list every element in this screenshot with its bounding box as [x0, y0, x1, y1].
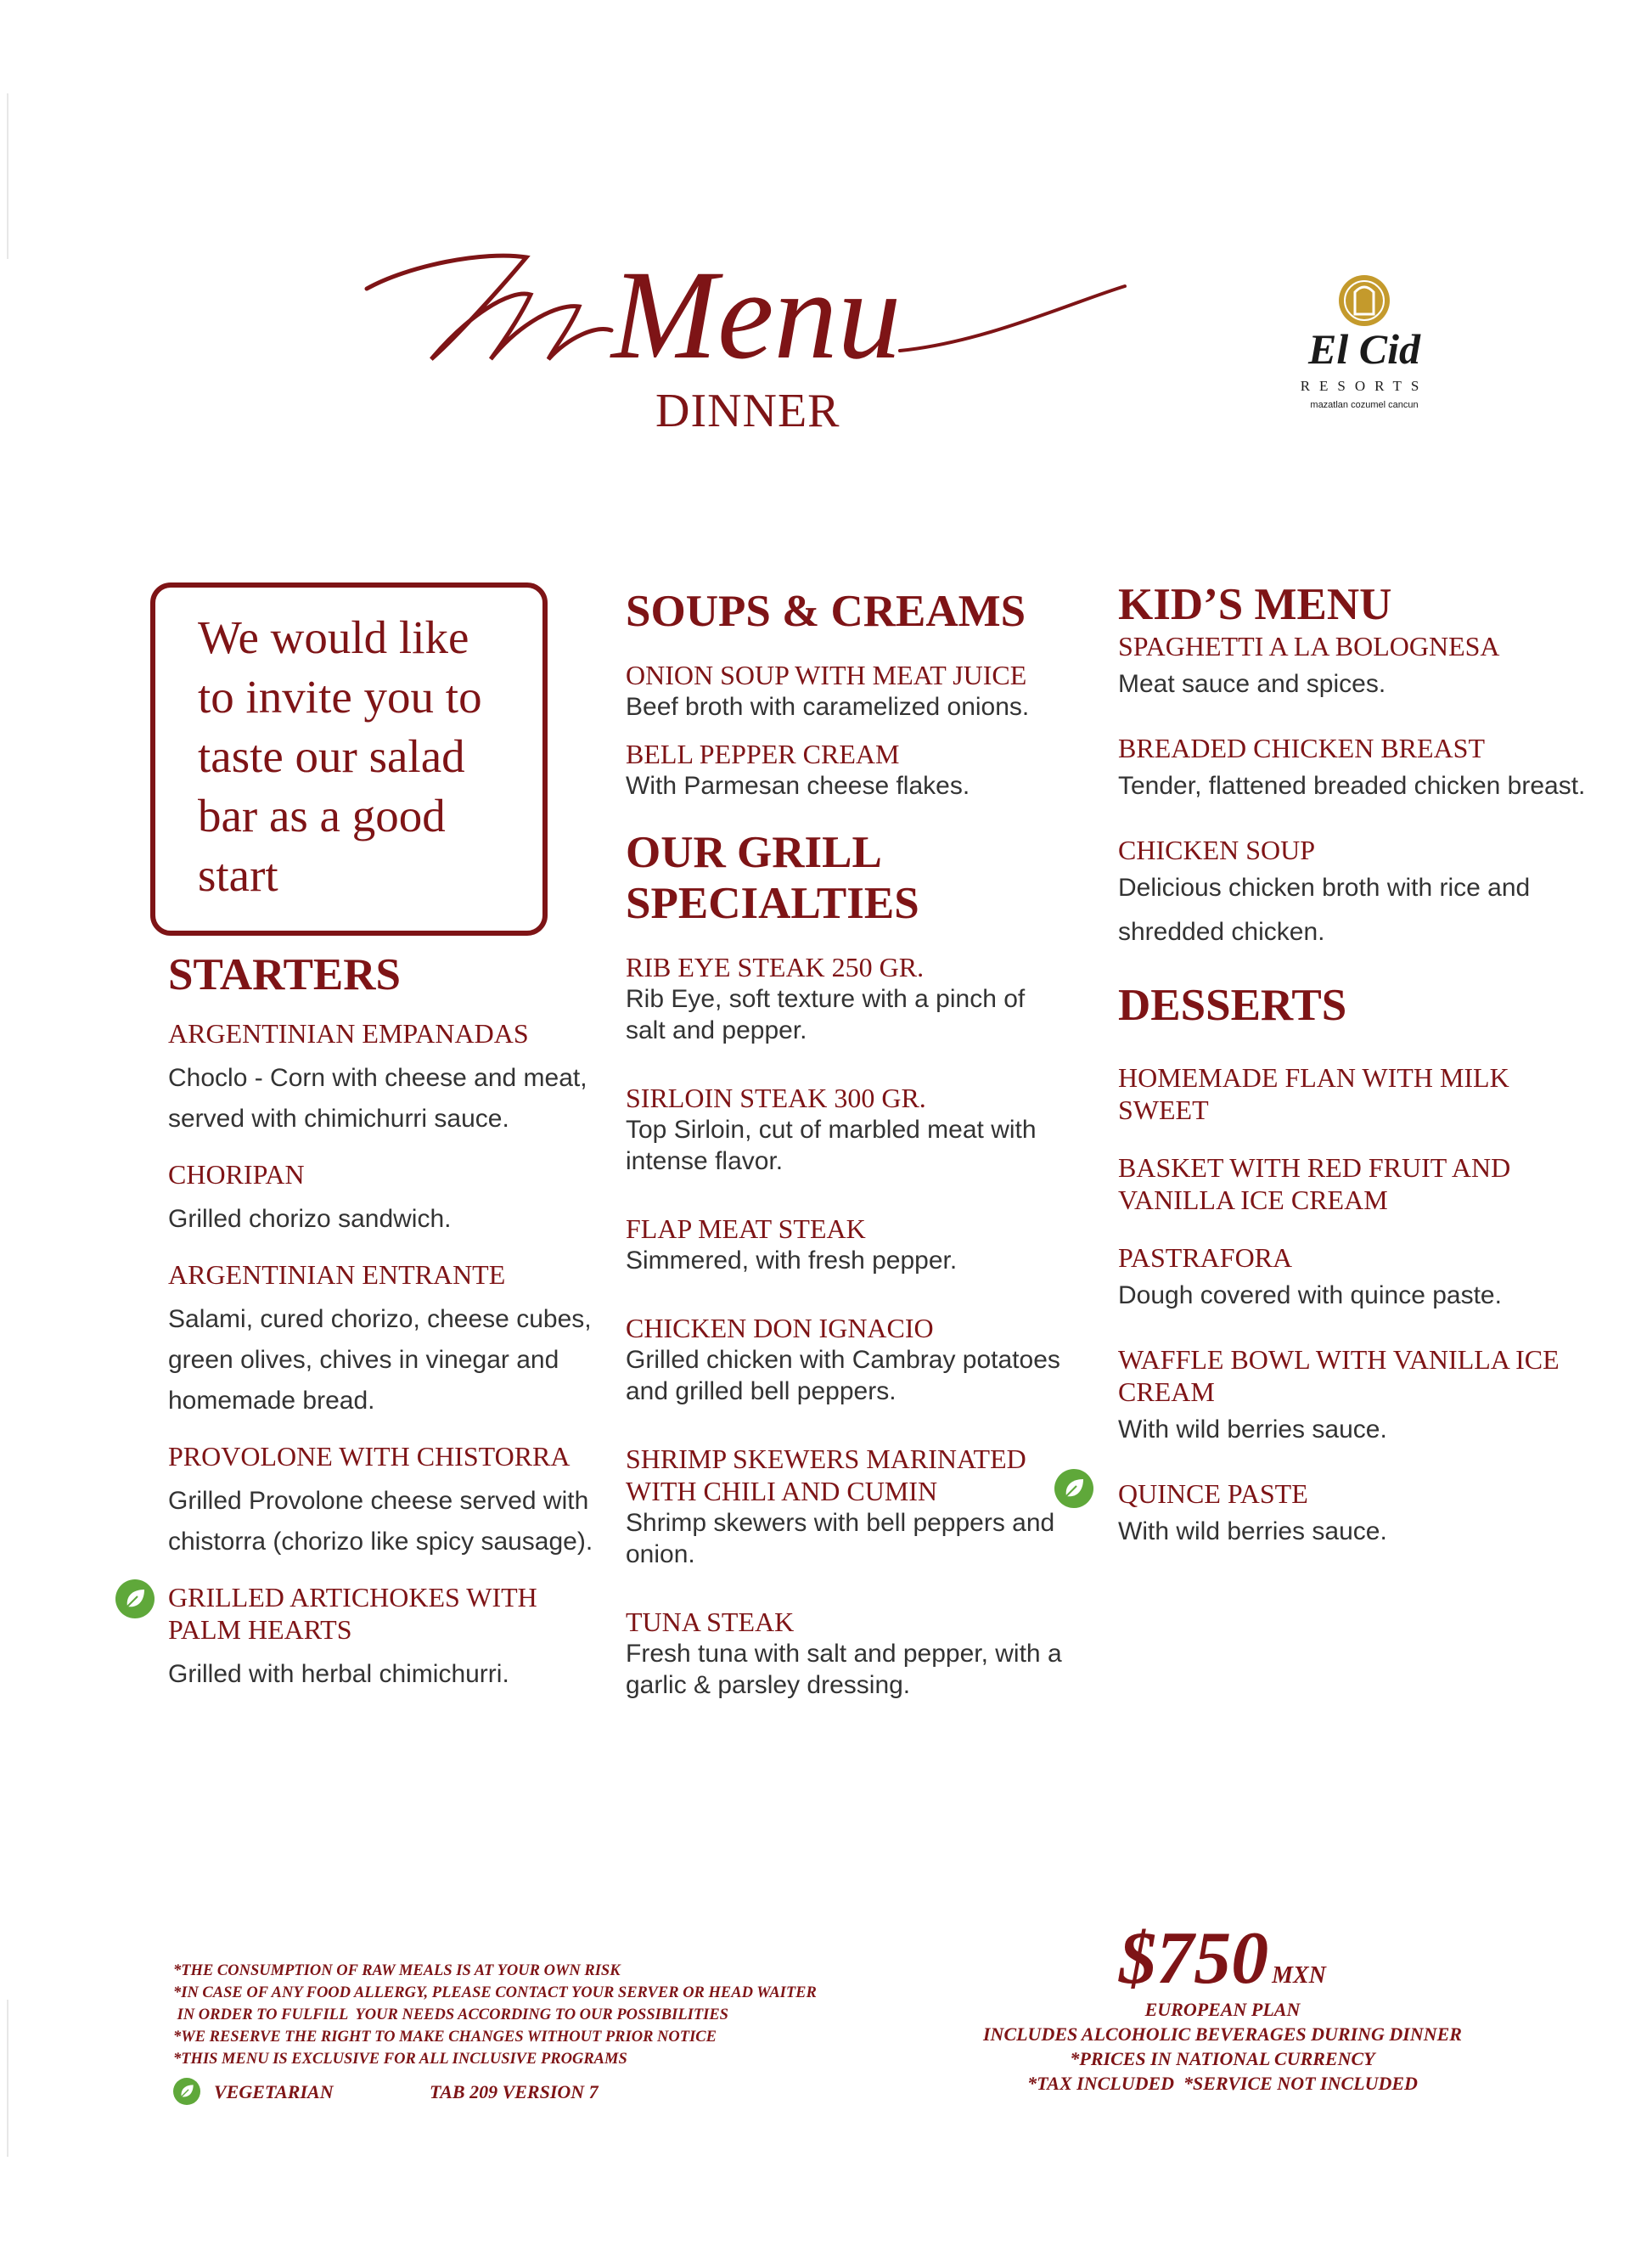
- kids-and-desserts-section: [1118, 579, 1593, 1579]
- item-name: CHICKEN SOUP: [1118, 835, 1316, 865]
- price-currency: MXN: [1272, 1962, 1326, 1989]
- invite-line: bar as a good: [198, 790, 446, 841]
- item-name: TUNA STEAK: [626, 1607, 795, 1637]
- item-name: GRILLED ARTICHOKES WITH PALM HEARTS: [168, 1582, 537, 1645]
- item-description: Grilled with herbal chimichurri.: [168, 1660, 509, 1688]
- price-row: [925, 1917, 1520, 2000]
- item-name: BELL PEPPER CREAM: [626, 739, 900, 769]
- menu-item: [1118, 1061, 1593, 1126]
- footer-note: *WE RESERVE THE RIGHT TO MAKE CHANGES WITHOUT PRIOR NOTICE: [173, 2029, 717, 2046]
- page-edge-line-bottom: [7, 2000, 8, 2157]
- item-name: ARGENTINIAN ENTRANTE: [168, 1259, 506, 1290]
- menu-item: [1118, 1151, 1593, 1216]
- section-title-kids: KID’S MENU: [1118, 580, 1392, 629]
- menu-item: [168, 1017, 610, 1140]
- item-description: Beef broth with caramelized onions.: [626, 693, 1030, 721]
- plan-line: INCLUDES ALCOHOLIC BEVERAGES DURING DINNER: [983, 2023, 1462, 2045]
- footer-note: *THIS MENU IS EXCLUSIVE FOR ALL INCLUSIVE PROGRAMS: [173, 2051, 627, 2068]
- item-description: With wild berries sauce.: [1118, 1517, 1387, 1545]
- menu-item: [626, 1082, 1067, 1177]
- item-name: ARGENTINIAN EMPANADAS: [168, 1018, 529, 1049]
- menu-item: [1118, 630, 1593, 706]
- item-name: ONION SOUP WITH MEAT JUICE: [626, 660, 1027, 690]
- menu-item: [168, 1440, 610, 1562]
- menu-item: [626, 1443, 1067, 1570]
- menu-item: [1118, 1343, 1593, 1452]
- price-block: [925, 1917, 1520, 2096]
- logo-locations: mazatlan cozumel cancun: [1310, 400, 1419, 410]
- menu-item-vegetarian: [1118, 1477, 1593, 1554]
- menu-script-title: [357, 242, 1138, 382]
- price-amount: $750: [1119, 1917, 1269, 2000]
- menu-item: [626, 659, 1067, 723]
- footer-note: IN ORDER TO FULFILL YOUR NEEDS ACCORDING TO OUR POSSIBILITIES: [173, 2006, 728, 2023]
- item-name: PROVOLONE WITH CHISTORRA: [168, 1441, 570, 1472]
- item-name: BASKET WITH RED FRUIT AND VANILLA ICE CREAM: [1118, 1152, 1511, 1215]
- section-title-desserts: DESSERTS: [1118, 981, 1347, 1030]
- logo-emblem-graphic: [1284, 272, 1445, 425]
- invite-line: We would like: [198, 611, 469, 663]
- menu-script-text: Menu: [611, 245, 902, 378]
- grill-title-line: SPECIALTIES: [626, 879, 919, 928]
- item-name: HOMEMADE FLAN WITH MILK SWEET: [1118, 1062, 1509, 1125]
- item-description: Fresh tuna with salt and pepper, with a garlic & parsley dressing.: [626, 1640, 1062, 1699]
- logo-name: El Cid: [1308, 325, 1420, 373]
- item-name: WAFFLE BOWL WITH VANILLA ICE CREAM: [1118, 1344, 1560, 1407]
- item-name: SPAGHETTI A LA BOLOGNESA: [1118, 631, 1500, 661]
- invite-line: taste our salad: [198, 730, 465, 782]
- section-title-grill: [626, 827, 1067, 929]
- menu-item: [626, 951, 1067, 1046]
- item-description: Tender, flattened breaded chicken breast.: [1118, 772, 1586, 800]
- vegetarian-label: VEGETARIAN: [214, 2081, 334, 2102]
- item-name: BREADED CHICKEN BREAST: [1118, 733, 1486, 763]
- item-description: Simmered, with fresh pepper.: [626, 1247, 958, 1275]
- item-description: Choclo - Corn with cheese and meat, served with chimichurri sauce.: [168, 1064, 587, 1133]
- menu-item: [626, 1606, 1067, 1701]
- item-description: Rib Eye, soft texture with a pinch of salt and pepper.: [626, 985, 1026, 1044]
- item-name: FLAP MEAT STEAK: [626, 1213, 866, 1244]
- plan-line: EUROPEAN PLAN: [1144, 1999, 1301, 2020]
- menu-item: [168, 1158, 610, 1240]
- leaf-icon: [115, 1579, 155, 1618]
- menu-item: [168, 1258, 610, 1421]
- footer-notes: [173, 1960, 937, 2070]
- salad-bar-invite-box: [150, 582, 548, 936]
- invite-line: start: [198, 849, 278, 901]
- menu-item: [626, 738, 1067, 802]
- plan-line: *PRICES IN NATIONAL CURRENCY: [1070, 2048, 1375, 2069]
- item-description: With Parmesan cheese flakes.: [626, 772, 970, 800]
- item-name: PASTRAFORA: [1118, 1242, 1293, 1273]
- soups-and-grill-section: [626, 586, 1067, 1736]
- item-description: Grilled chicken with Cambray potatoes and grilled bell peppers.: [626, 1346, 1060, 1405]
- item-description: Dough covered with quince paste.: [1118, 1281, 1502, 1309]
- item-name: SHRIMP SKEWERS MARINATED WITH CHILI AND CUMIN: [626, 1444, 1026, 1506]
- menu-item-vegetarian: [168, 1581, 610, 1695]
- item-description: Meat sauce and spices.: [1118, 670, 1386, 698]
- item-description: Grilled Provolone cheese served with chistorra (chorizo like spicy sausage).: [168, 1487, 593, 1556]
- item-description: Delicious chicken broth with rice and shredded chicken.: [1118, 874, 1531, 946]
- item-name: RIB EYE STEAK 250 GR.: [626, 952, 925, 982]
- invite-text: [198, 608, 537, 905]
- starters-section: [168, 949, 610, 1714]
- menu-item: [626, 1213, 1067, 1276]
- item-name: CHORIPAN: [168, 1159, 305, 1190]
- item-name: CHICKEN DON IGNACIO: [626, 1313, 934, 1343]
- section-title-soups: SOUPS & CREAMS: [626, 587, 1026, 636]
- leaf-icon: [1054, 1469, 1093, 1508]
- logo-tagline: RESORTS: [1300, 378, 1429, 394]
- section-title-starters: STARTERS: [168, 950, 402, 999]
- leaf-icon: [173, 2078, 200, 2105]
- script-title-graphic: [357, 242, 1138, 378]
- tab-version: TAB 209 VERSION 7: [430, 2081, 599, 2102]
- item-name: QUINCE PASTE: [1118, 1478, 1308, 1509]
- item-description: Top Sirloin, cut of marbled meat with intense flavor.: [626, 1116, 1037, 1175]
- menu-item: [1118, 834, 1593, 954]
- invite-line: to invite you to: [198, 671, 482, 723]
- el-cid-logo: [1284, 272, 1445, 425]
- page-edge-line-top: [7, 93, 8, 259]
- plan-line: *TAX INCLUDED *SERVICE NOT INCLUDED: [1027, 2073, 1418, 2094]
- item-description: Grilled chorizo sandwich.: [168, 1205, 452, 1233]
- grill-title-line: OUR GRILL: [626, 828, 882, 877]
- footer-note: *IN CASE OF ANY FOOD ALLERGY, PLEASE CONTACT YOUR SERVER OR HEAD WAITER: [173, 1984, 817, 2001]
- menu-item: [1118, 732, 1593, 808]
- menu-item: [626, 1312, 1067, 1407]
- footer-note: *THE CONSUMPTION OF RAW MEALS IS AT YOUR OWN RISK: [173, 1962, 621, 1979]
- dinner-subtitle: DINNER: [655, 385, 840, 437]
- item-name: SIRLOIN STEAK 300 GR.: [626, 1083, 926, 1113]
- item-description: Salami, cured chorizo, cheese cubes, green olives, chives in vinegar and homemade bread.: [168, 1305, 592, 1415]
- item-description: With wild berries sauce.: [1118, 1415, 1387, 1444]
- menu-item: [1118, 1241, 1593, 1318]
- item-description: Shrimp skewers with bell peppers and onion.: [626, 1509, 1055, 1568]
